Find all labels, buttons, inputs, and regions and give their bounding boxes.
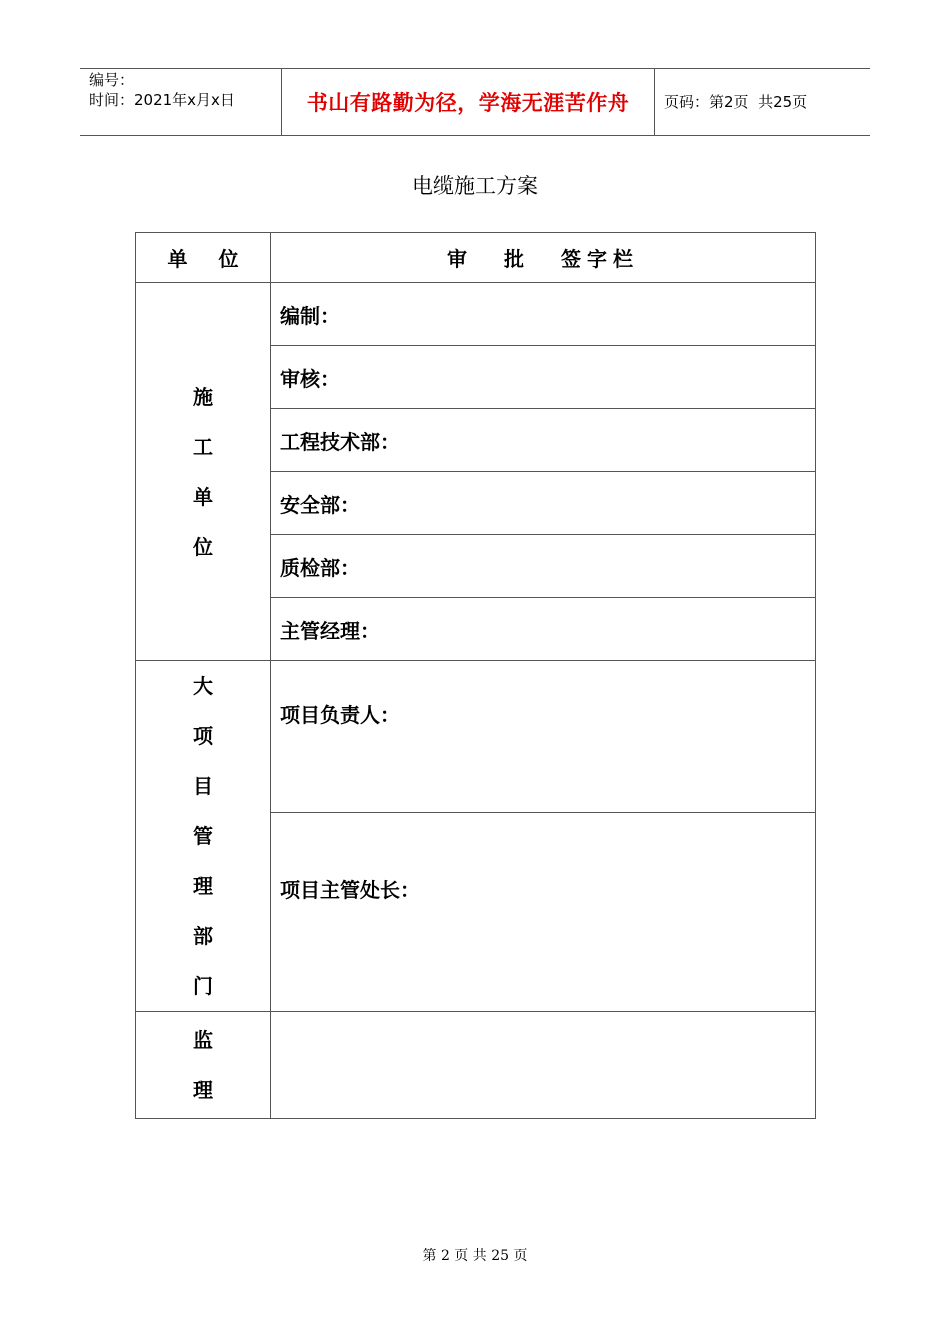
sign-field-supervision[interactable] <box>271 1012 816 1119</box>
unit-supervision <box>136 1012 271 1119</box>
document-date: 时间：2021年x月x日 <box>89 91 235 109</box>
unit-char: 项 <box>193 724 213 748</box>
unit-char: 工 <box>193 434 213 459</box>
unit-construction <box>136 283 271 661</box>
table-row <box>136 1012 816 1119</box>
header-bottom-rule <box>80 135 870 136</box>
document-title: 电缆施工方案 <box>412 174 538 198</box>
sign-field-compiled[interactable]: 编制： <box>271 283 816 346</box>
header-motto: 书山有路勤为径，学海无涯苦作舟 <box>306 90 630 115</box>
column-header-signature: 审 批 签字栏 <box>271 233 816 283</box>
header-divider-right <box>654 68 655 135</box>
header-page-info <box>664 68 807 135</box>
unit-char: 监 <box>193 1028 213 1052</box>
table-row <box>136 283 816 346</box>
sign-field-safety-dept[interactable]: 安全部： <box>271 472 816 535</box>
sign-field-project-director[interactable]: 项目主管处长： <box>271 812 816 1011</box>
unit-project-management <box>136 661 271 1012</box>
unit-char: 大 <box>193 674 213 698</box>
footer-page-number: 第 2 页 共 25 页 <box>422 1248 528 1264</box>
unit-char: 理 <box>193 1078 213 1102</box>
unit-char: 位 <box>193 534 213 559</box>
sign-field-project-lead[interactable]: 项目负责人： <box>271 661 816 813</box>
unit-char: 理 <box>193 874 213 898</box>
document-number-label: 编号： <box>89 71 135 89</box>
header-page-text: 页码：第2页 共25页 <box>664 93 808 111</box>
column-header-unit: 单 位 <box>136 233 271 283</box>
page-footer <box>0 1245 950 1265</box>
unit-char: 门 <box>193 974 213 998</box>
unit-char: 管 <box>193 824 213 848</box>
unit-char: 目 <box>193 774 213 798</box>
table-header-row <box>136 233 816 283</box>
unit-char: 施 <box>193 384 213 409</box>
unit-char: 部 <box>193 924 213 948</box>
approval-table <box>135 232 816 1119</box>
header-meta <box>89 70 235 110</box>
unit-char: 单 <box>193 484 213 509</box>
sign-field-engineering-dept[interactable]: 工程技术部： <box>271 409 816 472</box>
sign-field-manager[interactable]: 主管经理： <box>271 598 816 661</box>
table-row <box>136 661 816 813</box>
sign-field-reviewed[interactable]: 审核： <box>271 346 816 409</box>
sign-field-quality-dept[interactable]: 质检部： <box>271 535 816 598</box>
